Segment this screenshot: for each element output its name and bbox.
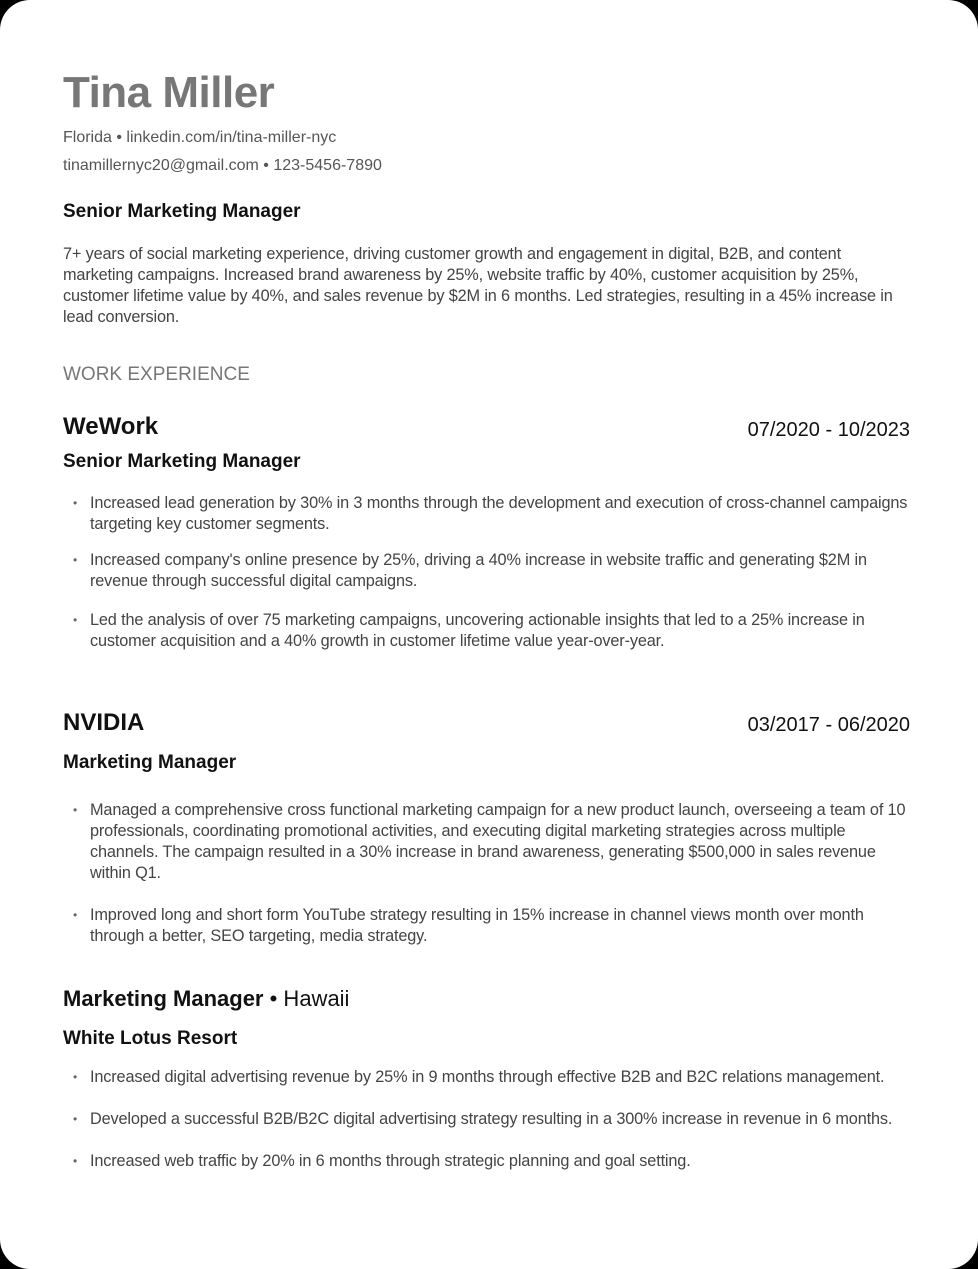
contact-location-linkedin: Florida • linkedin.com/in/tina-miller-nyc xyxy=(63,129,337,146)
job-bullets xyxy=(63,493,908,652)
bullet-item: • Increased digital advertising revenue by 25% in 9 months through effective B2B and B2C relations management. xyxy=(63,1067,908,1088)
bullet-item: • Led the analysis of over 75 marketing campaigns, uncovering actionable insights that led to a 25% increase in customer acquisition and a 40% growth in customer lifetime value year-over-year. xyxy=(63,610,908,652)
company-name: White Lotus Resort xyxy=(63,1028,238,1049)
job-bullets xyxy=(63,800,908,947)
bullet-item: • Increased company's online presence by 25%, driving a 40% increase in website traffic and generating $2M in revenue through successful digital campaigns. xyxy=(63,550,908,592)
bullet-item: • Developed a successful B2B/B2C digital advertising strategy resulting in a 300% increase in revenue in 6 months. xyxy=(63,1109,908,1130)
bullet-item: • Increased web traffic by 20% in 6 months through strategic planning and goal setting. xyxy=(63,1151,908,1172)
contact-email-phone: tinamillernyc20@gmail.com • 123-5456-7890 xyxy=(63,157,382,174)
bullet-item: • Managed a comprehensive cross functional marketing campaign for a new product launch, overseeing a team of 10 professionals, coordinating promotional activities, and executing digital marketing strategies across multiple channels. The campaign resulted in a 30% increase in brand awareness, generating $500,000 in sales revenue within Q1. xyxy=(63,800,908,884)
professional-summary: 7+ years of social marketing experience, driving customer growth and engagement in digital, B2B, and content marketing campaigns. Increased brand awareness by 25%, website traffic by 40%, customer acquisition by 25%, customer lifetime value by 40%, and sales revenue by $2M in 6 months. Led strategies, resulting in a 45% increase in lead conversion. xyxy=(63,245,893,326)
job-dates: 07/2020 - 10/2023 xyxy=(747,419,910,441)
candidate-name: Tina Miller xyxy=(63,68,275,117)
job-role-with-location xyxy=(63,985,349,1013)
section-title-work-experience: WORK EXPERIENCE xyxy=(63,364,250,385)
bullet-item: • Improved long and short form YouTube strategy resulting in 15% increase in channel views month over month through a better, SEO targeting, media strategy. xyxy=(63,905,908,947)
company-name: WeWork xyxy=(63,413,159,440)
company-name: NVIDIA xyxy=(63,709,145,736)
bullet-item: • Increased lead generation by 30% in 3 months through the development and execution of cross-channel campaigns targeting key customer segments. xyxy=(63,493,908,535)
headline-title: Senior Marketing Manager xyxy=(63,201,301,222)
job-bullets xyxy=(63,1067,908,1172)
job-role: Senior Marketing Manager xyxy=(63,451,301,472)
job-role: Marketing Manager xyxy=(63,752,237,773)
job-location: • Hawaii xyxy=(263,986,350,1011)
job-dates: 03/2017 - 06/2020 xyxy=(747,714,910,736)
job-role: Marketing Manager xyxy=(63,986,264,1011)
